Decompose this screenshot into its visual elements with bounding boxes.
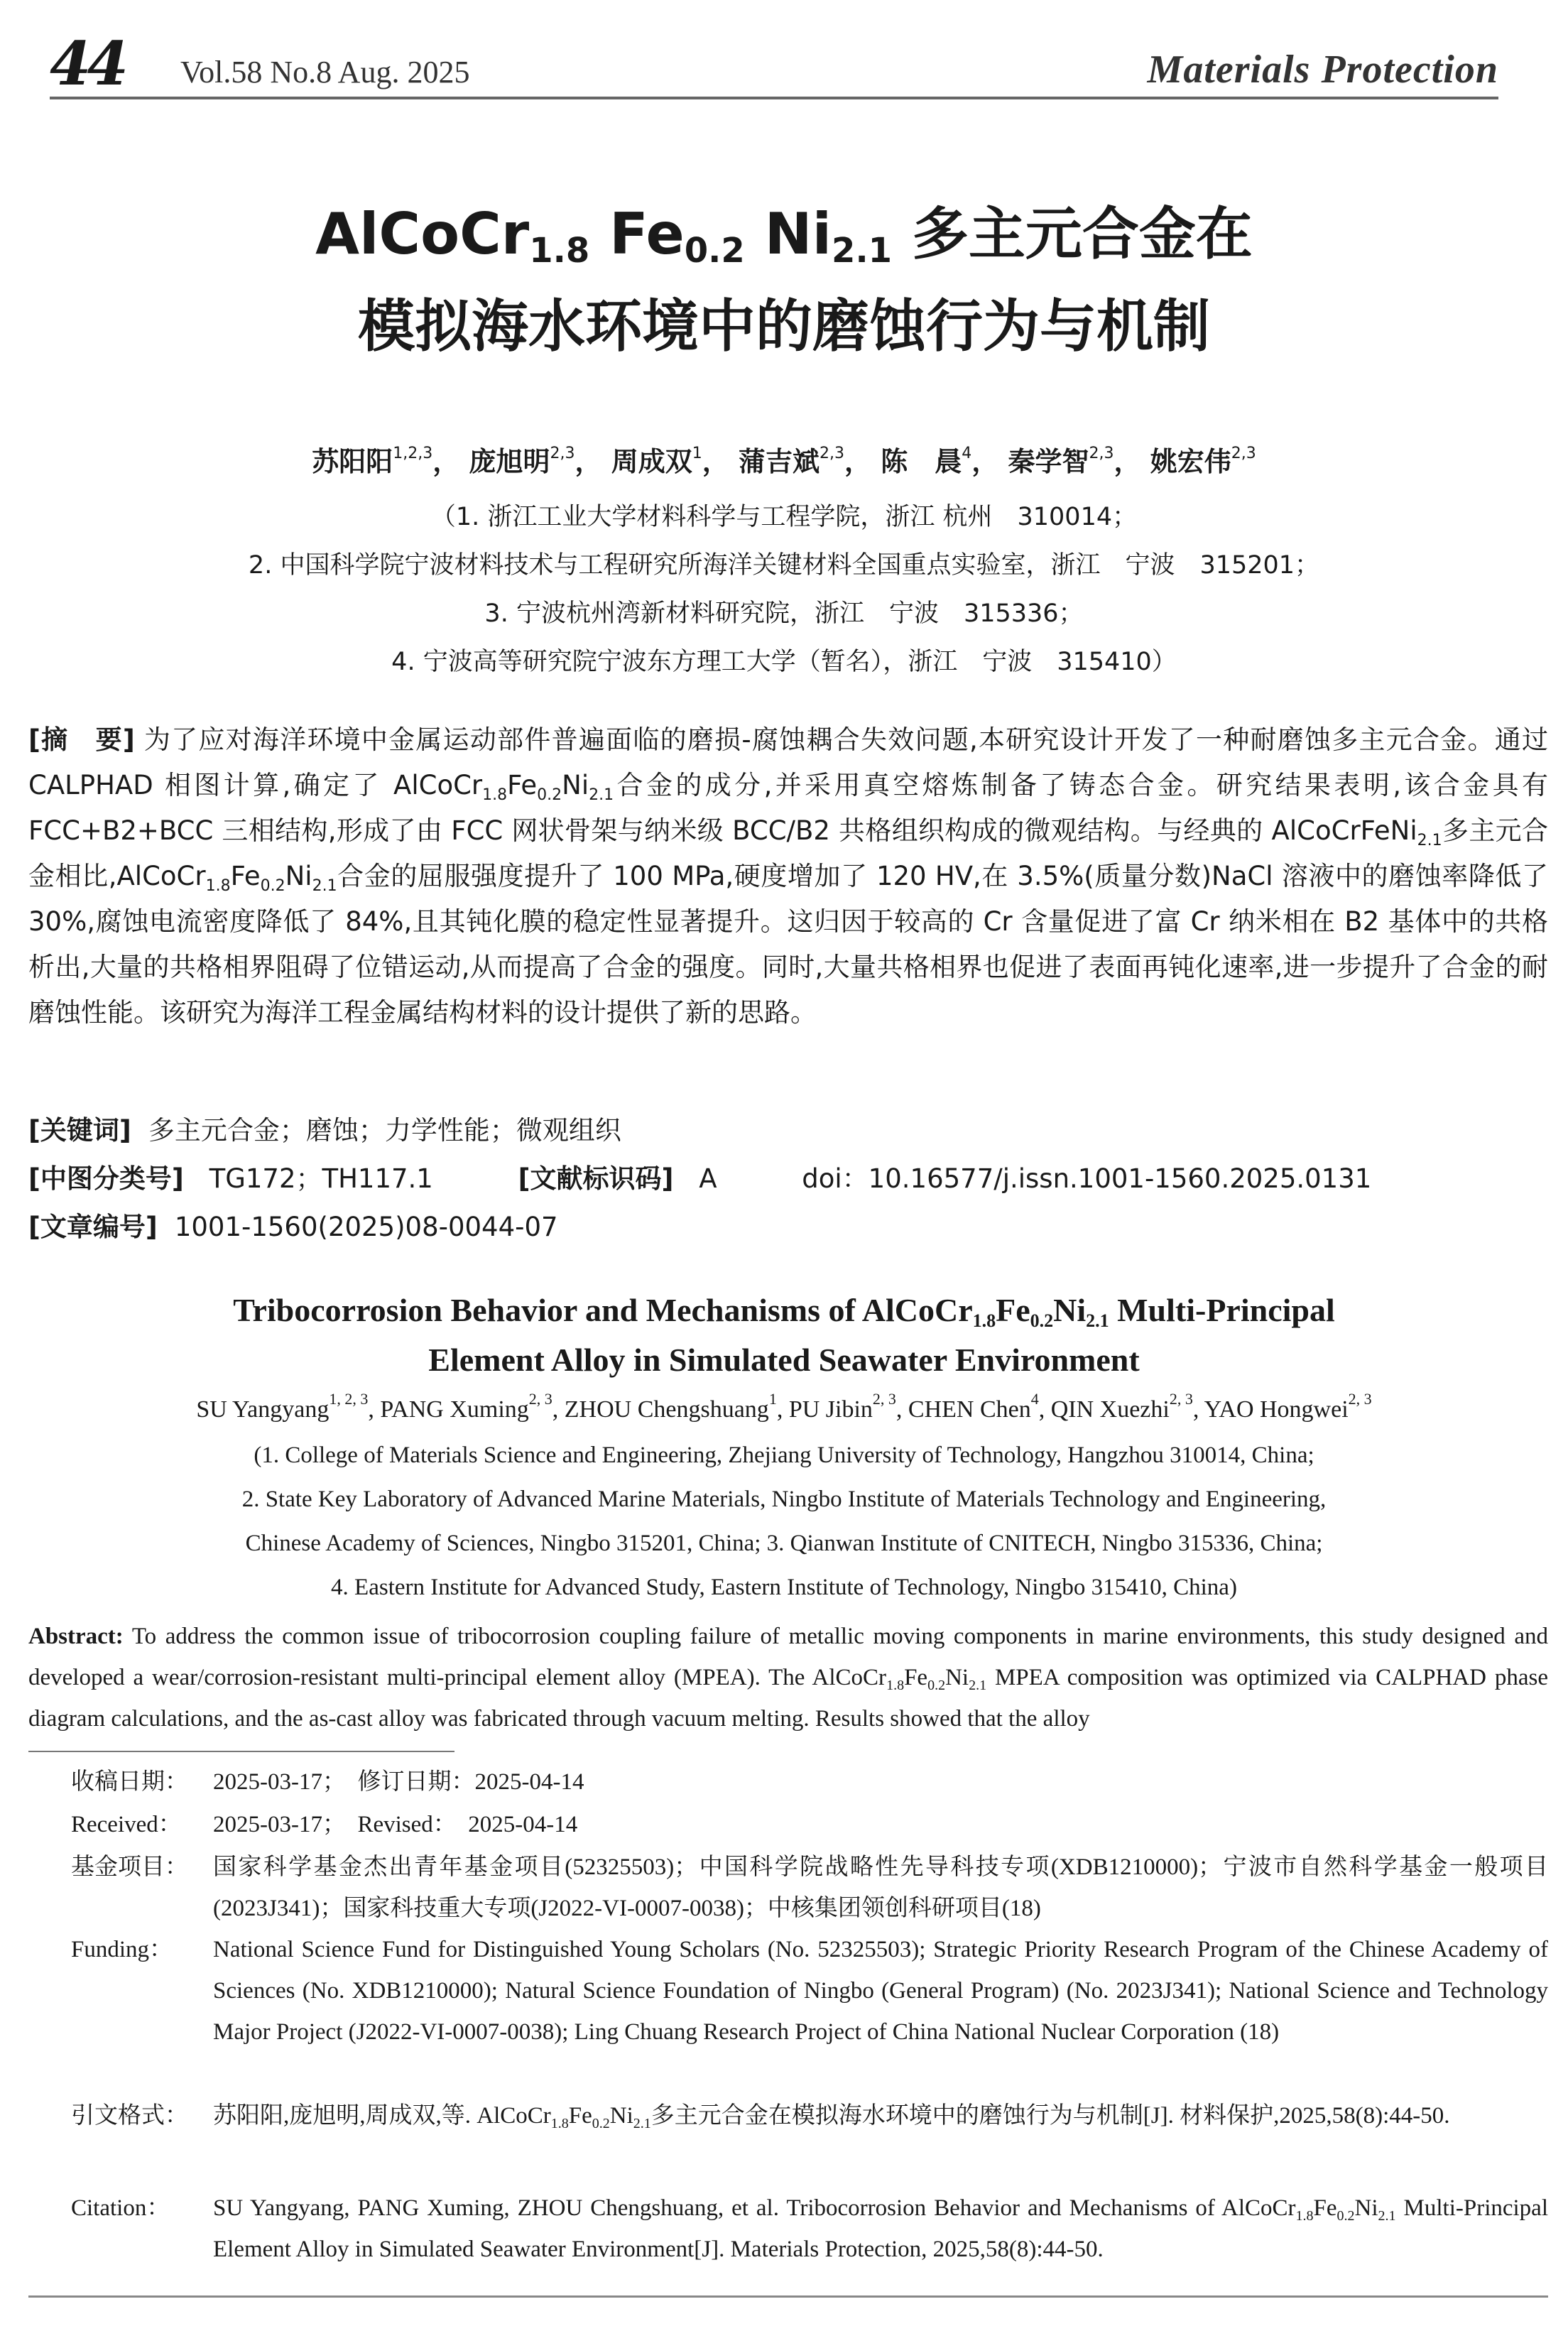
authors-cn: 苏阳阳$^{1,2,3}$， 庞旭明$^{2,3}$， 周成双$^1$， 蒲吉斌$^{2,3}$， 陈 晨$^4$， 秦学智$^{2,3}$， 姚宏伟$^{2,3}$	[312, 445, 1256, 477]
bottom-rule	[28, 2295, 1548, 2298]
affiliation-cn: 4. 宁波高等研究院宁波东方理工大学（暂名），浙江 宁波 315410）	[391, 648, 1177, 676]
author: 陈 晨	[881, 446, 962, 477]
journal-name: Materials Protection	[1147, 48, 1498, 92]
footnote-funding-cn: 基金项目： 国家科学基金杰出青年基金项目(52325503)；中国科学院战略性先导科技专项(XDB1210000)；宁波市自然科学基金一般项目(2023J341)；国家科技重大专项(J2022-VI-0007-0038)；中核集团领创科研项目(18)	[71, 1854, 1548, 1921]
running-header	[50, 28, 1498, 99]
authors-en: SU Yangyang$^{1, 2, 3}$, PANG Xuming$^{2, 3}$, ZHOU Chengshuang$^1$, PU Jibin$^{2, 3}$, CHEN Chen$^4$, QIN Xuezhi$^{2, 3}$, YAO Hongwei$^{2, 3}$	[196, 1390, 1372, 1423]
header-rule	[50, 97, 1498, 99]
affiliation-en: 2. State Key Laboratory of Advanced Marine Materials, Ningbo Institute of Materials Technology and Engineering,	[241, 1487, 1327, 1512]
title-en-line1: Tribocorrosion Behavior and Mechanisms of $AlCoCr_{1.8}Fe_{0.2}Ni_{2.1}$ Multi-Principal	[233, 1292, 1335, 1331]
author: 周成双	[611, 446, 692, 477]
volume-issue: Vol.58 No.8 Aug. 2025	[180, 55, 470, 89]
footnote-received-cn: 收稿日期： 2025-03-17； 修订日期：2025-04-14	[71, 1769, 584, 1795]
title-cn-line2: 模拟海水环境中的磨蚀行为与机制	[358, 293, 1210, 359]
keywords: [关键词] 多主元合金；磨蚀；力学性能；微观组织	[28, 1115, 621, 1146]
page-number: 44	[50, 28, 124, 99]
affiliation-cn: 2. 中国科学院宁波材料技术与工程研究所海洋关键材料全国重点实验室，浙江 宁波 315201；	[248, 551, 1320, 580]
footnote-citation-en: Citation： SU Yangyang, PANG Xuming, ZHOU Chengshuang, et al. Tribocorrosion Behavior and Mechanisms of $AlCoCr_{1.8}Fe_{0.2}Ni_{2.1}$ Multi-Principal Element Alloy in Simulated Seawater Environment[J]. Materials Protection, 2025,58(8):44-50.	[71, 2195, 1548, 2262]
author: 秦学智	[1008, 446, 1089, 477]
abstract-cn: [摘 要] 为了应对海洋环境中金属运动部件普遍面临的磨损-腐蚀耦合失效问题,本研究设计开发了一种耐磨蚀多主元合金。通过 CALPHAD 相图计算,确定了 $AlCoCr_{1.8}Fe_{0.2}Ni_{2.1}$合金的成分,并采用真空熔炼制备了铸态合金。研究结果表明,该合金具有 FCC+B2+BCC 三相结构,形成了由 FCC 网状骨架与纳米级 BCC/B2 共格组织构成的微观结构。与经典的 AlCoCrFeNi$_{2.1}$多主元合金相比$,AlCoCr_{1.8}Fe_{0.2}Ni_{2.1}$合金的屈服强度提升了 100 MPa,硬度增加了 120 HV,在 3.5%(质量分数)NaCl 溶液中的磨蚀率降低了 30%,腐蚀电流密度降低了 84%,且其钝化膜的稳定性显著提升。这归因于较高的 Cr 含量促进了富 Cr 纳米相在 B2 基体中的共格析出,大量的共格相界阻碍了位错运动,从而提高了合金的强度。同时,大量共格相界也促进了表面再钝化速率,进一步提升了合金的耐磨蚀性能。该研究为海洋工程金属结构材料的设计提供了新的思路。	[28, 724, 1548, 1028]
affiliation-en: 4. Eastern Institute for Advanced Study, Eastern Institute of Technology, Ningbo 315410, China)	[331, 1575, 1237, 1600]
affiliation-cn: 3. 宁波杭州湾新材料研究院，浙江 宁波 315336；	[484, 599, 1084, 628]
author: 姚宏伟	[1150, 446, 1231, 477]
title-cn-line1: AlCoCr$_{1.8}$ $Fe_{0.2}$ $Ni_{2.1}$ 多主元合金在	[315, 201, 1253, 271]
footnote-funding-en: Funding： National Science Fund for Distinguished Young Scholars (No. 52325503); Strategic Priority Research Program of the Chinese Academy of Sciences (No. XDB1210000); Natural Science Foundation of Ningbo (General Program) (No. 2023J341); National Science and Technology Major Project (J2022-VI-0007-0038); Ling Chuang Research Project of China National Nuclear Corporation (18)	[71, 1937, 1548, 2045]
footnote-rule	[28, 1751, 454, 1752]
affiliation-en: (1. College of Materials Science and Engineering, Zhejiang University of Technology, Hangzhou 310014, China;	[254, 1442, 1314, 1468]
affiliation-en: Chinese Academy of Sciences, Ningbo 315201, China; 3. Qianwan Institute of CNITECH, Ningbo 315336, China;	[245, 1531, 1323, 1556]
footnote-citation-cn: 引文格式： 苏阳阳,庞旭明,周成双,等. $AlCoCr_{1.8}Fe_{0.2}Ni_{2.1}$多主元合金在模拟海水环境中的磨蚀行为与机制[J]. 材料保护,2025,58(8):44-50.	[71, 2103, 1450, 2131]
author: 庞旭明	[469, 446, 550, 477]
title-en-line2: Element Alloy in Simulated Seawater Environment	[428, 1342, 1140, 1378]
classification: [中图分类号] TG172；TH117.1 [文献标识码] A doi：10.16577/j.issn.1001-1560.2025.0131	[28, 1163, 1372, 1194]
article-number: [文章编号] 1001-1560(2025)08-0044-07	[28, 1212, 558, 1242]
affiliation-cn: （1. 浙江工业大学材料科学与工程学院，浙江 杭州 310014；	[430, 503, 1138, 531]
author: 苏阳阳	[312, 446, 393, 477]
doi: doi：10.16577/j.issn.1001-1560.2025.0131	[802, 1163, 1372, 1194]
footnote-received-en: Received： 2025-03-17； Revised： 2025-04-14	[71, 1812, 578, 1837]
author: 蒲吉斌	[738, 446, 820, 477]
abstract-en: Abstract: To address the common issue of tribocorrosion coupling failure of metallic moving components in marine environments, this study designed and developed a wear/corrosion-resistant multi-principal element alloy (MPEA). The $AlCoCr_{1.8}Fe_{0.2}Ni_{2.1}$ MPEA composition was optimized via CALPHAD phase diagram calculations, and the as-cast alloy was fabricated through vacuum melting. Results showed that the alloy	[28, 1624, 1548, 1732]
